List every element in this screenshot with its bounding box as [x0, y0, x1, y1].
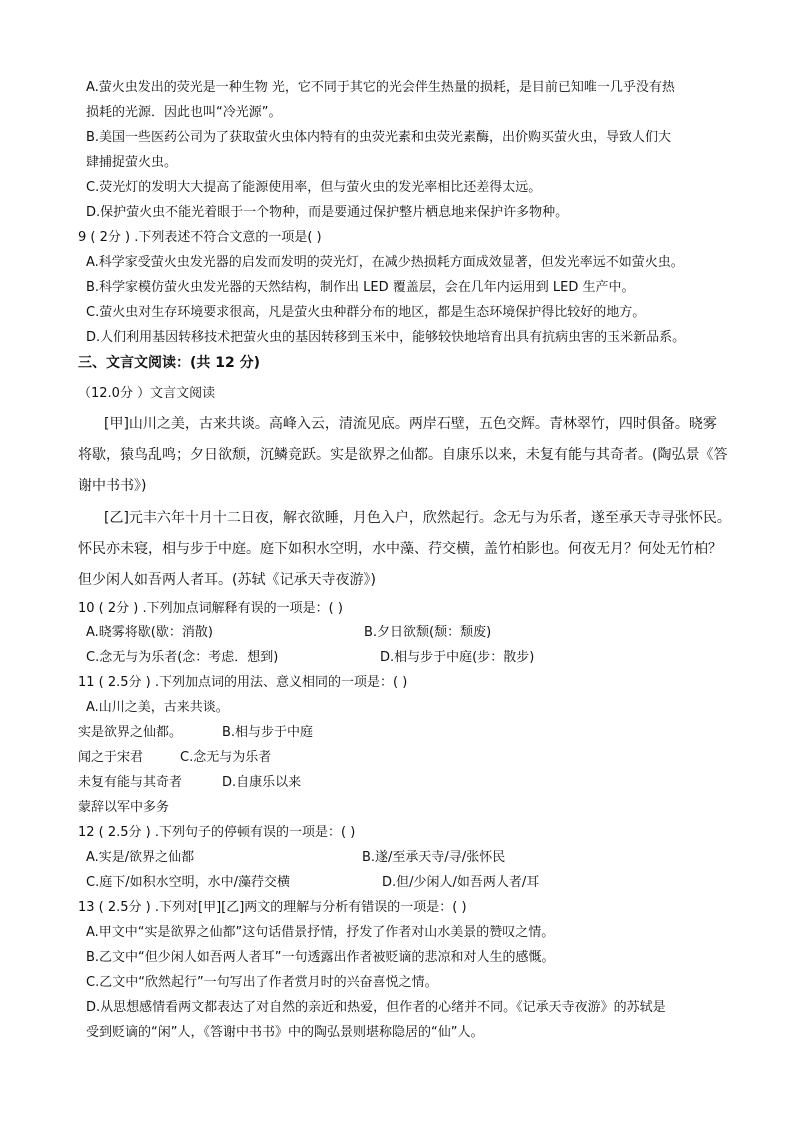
q13-stem: 13 ( 2.5分 ) .下列对[甲][乙]两文的理解与分析有错误的一项是：( ): [78, 900, 467, 915]
q13-option-d-line1: D.从思想感情看两文都表达了对自然的亲近和热爱，但作者的心绪并不同。《记承天寺夜游》的苏轼是: [86, 1000, 666, 1015]
q8-option-b-line1: B.美国一些医药公司为了获取萤火虫体内特有的虫荧光素和虫荧光素酶，出价购买萤火虫，导致人们大: [86, 130, 672, 145]
q12-option-d: D.但/少闲人/如吾两人者/耳: [382, 875, 540, 890]
q12-option-a: A.实是/欲界之仙都: [86, 850, 195, 865]
section-heading: 三、文言文阅读：(共 12 分): [78, 355, 261, 371]
q11-option-b: B.相与步于中庭: [222, 725, 314, 740]
q11-stem: 11 ( 2.5分 ) .下列加点词的用法、意义相同的一项是：( ): [78, 675, 408, 690]
q8-option-d: D.保护萤火虫不能光着眼于一个物种，而是要通过保护整片栖息地来保护许多物种。: [86, 205, 569, 220]
q11-line3-left: 闻之于宋君: [78, 750, 144, 765]
q11-line4-left: 未复有能与其奇者: [78, 775, 183, 790]
passage-a-line3: 谢中书书》): [78, 478, 147, 494]
q11-option-c: C.念无与为乐者: [180, 750, 272, 765]
q13-option-d-line2: 受到贬谪的“闲”人，《答谢中书书》中的陶弘景则堪称隐居的“仙”人。: [86, 1025, 484, 1040]
passage-a-line2: 将歇，猿鸟乱鸣；夕日欲颓，沉鳞竞跃。实是欲界之仙都。自康乐以来，未复有能与其奇者。(陶弘景《答: [78, 447, 728, 463]
q10-option-b: B.夕日欲颓(颓：颓废): [364, 625, 492, 640]
q10-option-a: A.晓雾将歇(歇：消散): [86, 625, 213, 640]
q9-option-d: D.人们利用基因转移技术把萤火虫的基因转移到玉米中，能够较快地培育出具有抗病虫害的玉米新品系。: [86, 330, 686, 345]
passage-b-line3: 但少闲人如吾两人者耳。(苏轼《记承天寺夜游》): [78, 572, 376, 588]
q11-line1: A.山川之美，古来共谈。: [86, 700, 229, 715]
q10-option-c: C.念无与为乐者(念：考虑．想到): [86, 650, 279, 665]
q9-option-a: A.科学家受萤火虫发光器的启发而发明的荧光灯，在减少热损耗方面成效显著，但发光率远不如萤火虫。: [86, 255, 684, 270]
q9-option-b: B.科学家模仿萤火虫发光器的天然结构，制作出 LED 覆盖层，会在几年内运用到 LED 生产中。: [86, 280, 635, 295]
q13-option-c: C.乙文中“欣然起行”一句写出了作者赏月时的兴奋喜悦之情。: [86, 975, 438, 990]
q9-stem: 9 ( 2分 ) .下列表述不符合文意的一项是( ): [78, 230, 322, 245]
q8-option-a-line2: 损耗的光源．因此也叫“冷光源”。: [86, 105, 282, 120]
q12-option-c: C.庭下/如积水空明，水中/藻荇交横: [86, 875, 290, 890]
passage-b-line2: 怀民亦未寝，相与步于中庭。庭下如积水空明，水中藻、荇交横，盖竹柏影也。何夜无月？何处无竹柏？: [78, 541, 722, 557]
passage-b-line1: [乙]元丰六年十月十二日夜，解衣欲睡，月色入户，欣然起行。念无与为乐者，遂至承天寺寻张怀民。: [104, 510, 731, 526]
q11-line5: 蒙辞以军中多务: [78, 800, 170, 815]
q12-stem: 12 ( 2.5分 ) .下列句子的停顿有误的一项是：( ): [78, 825, 356, 840]
q12-option-b: B.遂/至承天寺/寻/张怀民: [362, 850, 506, 865]
q13-option-b: B.乙文中“但少闲人如吾两人者耳”一句透露出作者被贬谪的悲凉和对人生的感慨。: [86, 950, 555, 965]
section-intro: （12.0分 ）文言文阅读: [78, 386, 216, 401]
q10-option-d: D.相与步于中庭(步：散步): [380, 650, 535, 665]
q8-option-a-line1: A.萤火虫发出的荧光是一种生物 光，它不同于其它的光会伴生热量的损耗，是目前已知唯一几乎没有热: [86, 80, 675, 95]
q13-option-a: A.甲文中“实是欲界之仙都”这句话借景抒情，抒发了作者对山水美景的赞叹之情。: [86, 925, 555, 940]
q11-line2-left: 实是欲界之仙都。: [78, 725, 183, 740]
q10-stem: 10 ( 2分 ) .下列加点词解释有误的一项是：( ): [78, 601, 343, 616]
q8-option-b-line2: 肆捕捉萤火虫。: [86, 155, 178, 170]
q8-option-c: C.荧光灯的发明大大提高了能源使用率，但与萤火虫的发光率相比还差得太远。: [86, 180, 542, 195]
passage-a-line1: [甲]山川之美，古来共谈。高峰入云，清流见底。两岸石壁，五色交辉。青林翠竹，四时俱备。晓雾: [104, 416, 717, 432]
q9-option-c: C.萤火虫对生存环境要求很高，凡是萤火虫种群分布的地区，都是生态环境保护得比较好的地方。: [86, 305, 646, 320]
q11-option-d: D.自康乐以来: [222, 775, 302, 790]
